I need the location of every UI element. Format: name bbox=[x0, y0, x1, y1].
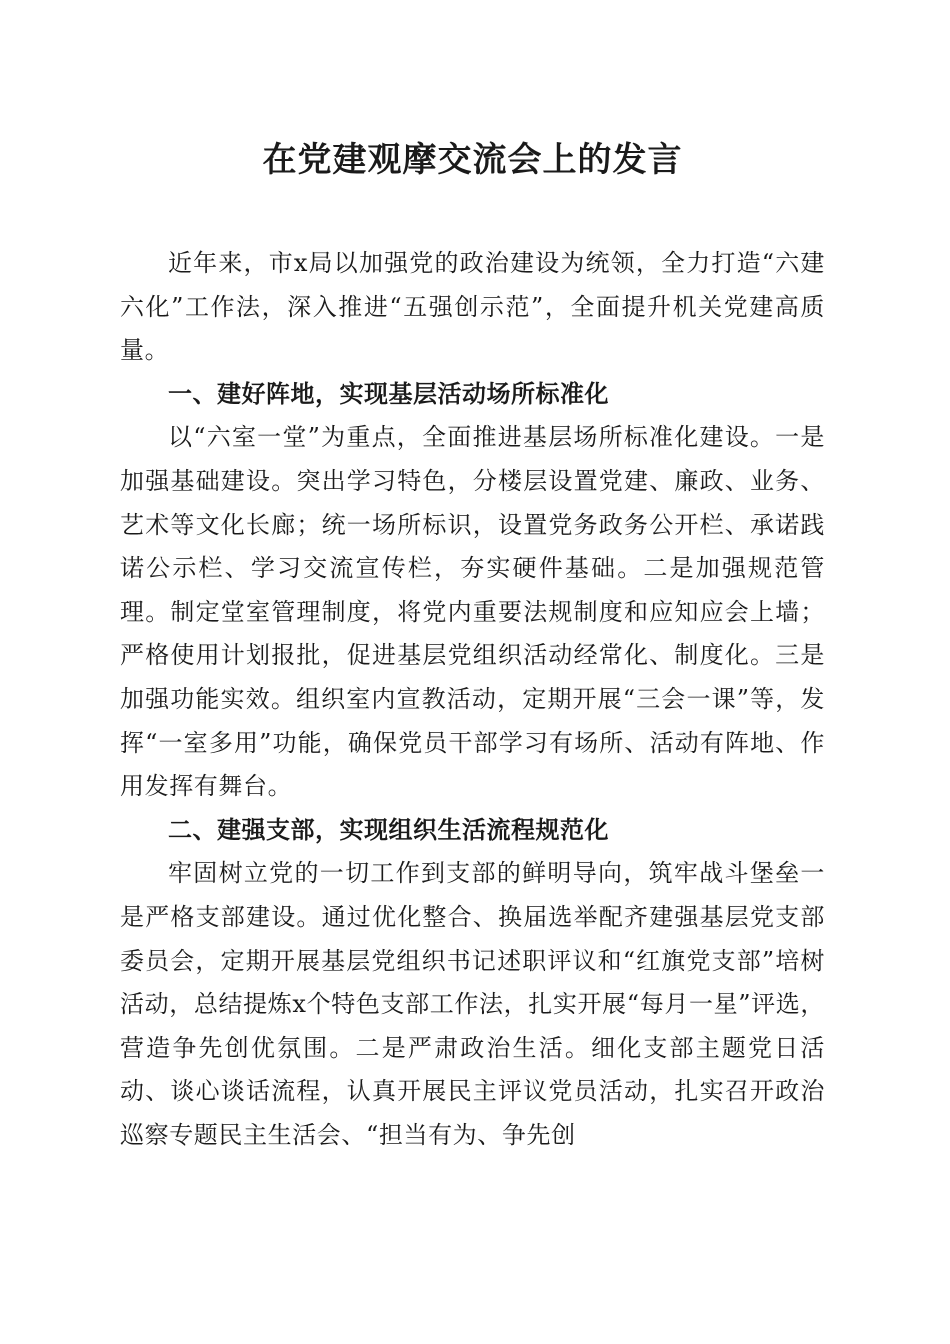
section-1-body: 以“六室一堂”为重点，全面推进基层场所标准化建设。一是加强基础建设。突出学习特色，分楼层设置党建、廉政、业务、艺术等文化长廊；统一场所标识，设置党务政务公开栏、承诺践诺公示栏、学习交流宣传栏，夯实硬件基础。二是加强规范管理。制定堂室管理制度，将党内重要法规制度和应知应会上墙；严格使用计划报批，促进基层党组织活动经常化、制度化。三是加强功能实效。组织室内宣教活动，定期开展“三会一课”等，发挥“一室多用”功能，确保党员干部学习有场所、活动有阵地、作用发挥有舞台。 bbox=[120, 423, 825, 801]
document-page bbox=[120, 130, 825, 1157]
intro-paragraph: 近年来，市x局以加强党的政治建设为统领，全力打造“六建六化”工作法，深入推进“五强创示范”，全面提升机关党建高质量。 bbox=[120, 249, 825, 365]
section-2 bbox=[120, 809, 825, 1158]
document-title: 在党建观摩交流会上的发言 bbox=[262, 140, 683, 180]
section-2-heading: 二、建强支部，实现组织生活流程规范化 bbox=[168, 815, 609, 844]
section-1-heading: 一、建好阵地，实现基层活动场所标准化 bbox=[168, 379, 609, 408]
section-2-body: 牢固树立党的一切工作到支部的鲜明导向，筑牢战斗堡垒一是严格支部建设。通过优化整合、换届选举配齐建强基层党支部委员会，定期开展基层党组织书记述职评议和“红旗党支部”培树活动，总结提炼x个特色支部工作法，扎实开展“每月一星”评选，营造争先创优氛围。二是严肃政治生活。细化支部主题党日活动、谈心谈话流程，认真开展民主评议党员活动，扎实召开政治巡察专题民主生活会、“担当有为、争先创 bbox=[120, 859, 825, 1149]
section-1 bbox=[120, 373, 825, 809]
